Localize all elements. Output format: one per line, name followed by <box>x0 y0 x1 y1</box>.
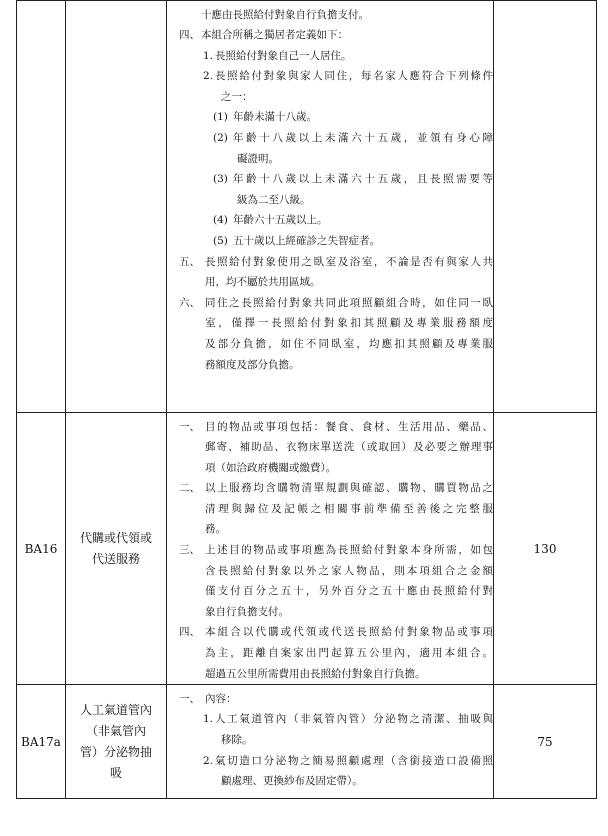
content-line <box>167 458 493 479</box>
service-row <box>17 413 597 685</box>
content-line <box>167 664 493 685</box>
content-line <box>167 602 493 623</box>
content-line <box>167 689 493 710</box>
item-text: 內容： <box>205 692 237 705</box>
item-text: 顧處理、更換紗布及固定帶）。 <box>221 775 363 788</box>
item-text: 郵寄、補助品、衣物床單送洗（或取回）及必要之辦理事 <box>205 441 493 454</box>
content-line <box>167 25 493 46</box>
item-number: 二、 <box>179 482 200 495</box>
content-line <box>167 478 493 499</box>
service-name: 人工氣道管內 （非氣管內 管）分泌物抽 吸 <box>66 685 167 799</box>
content-line <box>167 190 493 211</box>
item-text: 移除。 <box>221 733 253 746</box>
item-number: (5) <box>213 235 228 248</box>
item-number: 五、 <box>179 255 200 268</box>
content-line <box>167 252 493 273</box>
item-text: 務。 <box>205 523 226 536</box>
item-text: 清理與歸位及記帳之相關事前準備至善後之完整服 <box>205 502 493 515</box>
item-text: 年齡未滿十八歲。 <box>233 111 317 124</box>
content-line <box>167 149 493 170</box>
service-code <box>17 1 66 413</box>
item-text: 超過五公里所需費用由長照給付對象自行負擔。 <box>205 667 426 680</box>
item-number: 1. <box>203 713 214 726</box>
item-text: 本組合以代購或代領或代送長照給付對象物品或事項 <box>205 626 493 639</box>
content-line <box>167 622 493 643</box>
content-line <box>167 355 493 376</box>
service-price: 75 <box>494 685 597 799</box>
item-text: 級為二至八級。 <box>237 193 311 206</box>
item-number: 六、 <box>179 296 200 309</box>
item-number: 1. <box>203 49 214 62</box>
item-text: 及部分負擔，如住不同臥室，均應扣其照顧及專業服 <box>205 338 493 350</box>
item-number: (4) <box>213 214 228 227</box>
content-line <box>167 437 493 458</box>
content-line <box>167 272 493 293</box>
item-text: 為主，距離自案家出門起算五公里內，適用本組合。 <box>205 647 493 660</box>
item-text: 長照給付對象自己一人居住。 <box>215 49 352 62</box>
item-text: 務額度及部分負擔。 <box>205 358 300 371</box>
item-number: (3) <box>213 173 228 186</box>
content-line <box>167 210 493 231</box>
content-line <box>167 231 493 252</box>
item-text: 用，均不屬於共用區域。 <box>205 276 321 289</box>
item-number: 2. <box>203 70 214 83</box>
content-line <box>167 771 493 792</box>
item-text: 長照給付對象使用之臥室及浴室，不論是否有與家人共 <box>205 255 493 268</box>
item-number: 一、 <box>179 692 200 705</box>
item-number: 2. <box>203 754 214 767</box>
service-price: 130 <box>494 413 597 685</box>
item-text: 年齡六十五歲以上。 <box>233 214 328 227</box>
content-line <box>167 334 493 355</box>
item-text: 長照給付對象與家人同住，每名家人應符合下列條件 <box>215 70 493 83</box>
service-content <box>167 413 494 685</box>
service-row <box>17 685 597 799</box>
item-text: 礙證明。 <box>237 152 279 165</box>
item-text: 目的物品或事項包括：餐食、食材、生活用品、藥品、 <box>205 420 493 433</box>
item-text: 氣切造口分泌物之簡易照顧處理（含銜接造口設備照 <box>215 754 493 767</box>
item-number: 四、 <box>179 626 200 639</box>
item-text: 之一： <box>221 90 253 103</box>
item-number: (1) <box>213 111 228 124</box>
content-line <box>167 169 493 190</box>
service-table <box>16 0 597 799</box>
service-row <box>17 1 597 413</box>
content-line <box>167 128 493 149</box>
content-line <box>167 5 493 26</box>
item-text: 五十歲以上經確診之失智症者。 <box>233 235 380 248</box>
content-line <box>167 46 493 67</box>
item-text: 年齡十八歲以上未滿六十五歲，且長照需要等 <box>233 173 493 186</box>
item-text: 含長照給付對象以外之家人物品，則本項組合之金額 <box>205 564 493 577</box>
content-line <box>167 66 493 87</box>
item-text: 年齡十八歲以上未滿六十五歲，並領有身心障 <box>233 132 493 145</box>
content-line <box>167 643 493 664</box>
item-text: 象自行負擔支付。 <box>205 605 289 618</box>
item-text: 項（如洽政府機關或繳費）。 <box>205 461 337 474</box>
service-code: BA17a <box>17 685 66 799</box>
content-line <box>167 561 493 582</box>
item-text: 以上服務均含購物清單規劃與確認、購物、購買物品之 <box>205 482 493 495</box>
item-text: 上述目的物品或事項應為長照給付對象本身所需，如包 <box>205 544 493 557</box>
content-line <box>167 417 493 438</box>
item-text: 僅支付百分之五十，另外百分之五十應由長照給付對 <box>205 585 493 598</box>
content-line <box>167 87 493 108</box>
service-code: BA16 <box>17 413 66 685</box>
item-text: 十應由長照給付對象自行負擔支付。 <box>201 8 369 21</box>
service-name: 代購或代領或 代送服務 <box>66 413 167 685</box>
content-line <box>167 293 493 314</box>
item-text: 人工氣道管內（非氣管內管）分泌物之清潔、抽吸與 <box>215 713 493 726</box>
item-number: 三、 <box>179 544 200 557</box>
content-line <box>167 313 493 334</box>
content-line <box>167 751 493 772</box>
content-line <box>167 730 493 751</box>
service-name <box>66 1 167 413</box>
service-content <box>167 1 494 413</box>
item-text: 同住之長照給付對象共同此項照顧組合時，如住同一臥 <box>205 296 493 309</box>
item-number: 一、 <box>179 420 200 433</box>
content-line <box>167 540 493 561</box>
content-line <box>167 519 493 540</box>
content-line <box>167 581 493 602</box>
item-number: 四、 <box>179 29 200 42</box>
content-line <box>167 107 493 128</box>
item-number: (2) <box>213 132 228 145</box>
item-text: 本組合所稱之獨居者定義如下： <box>201 29 348 42</box>
service-content <box>167 685 494 799</box>
service-price <box>494 1 597 413</box>
item-text: 室，僅擇一長照給付對象扣其照顧及專業服務額度 <box>205 317 493 330</box>
content-line <box>167 499 493 520</box>
content-line <box>167 709 493 730</box>
